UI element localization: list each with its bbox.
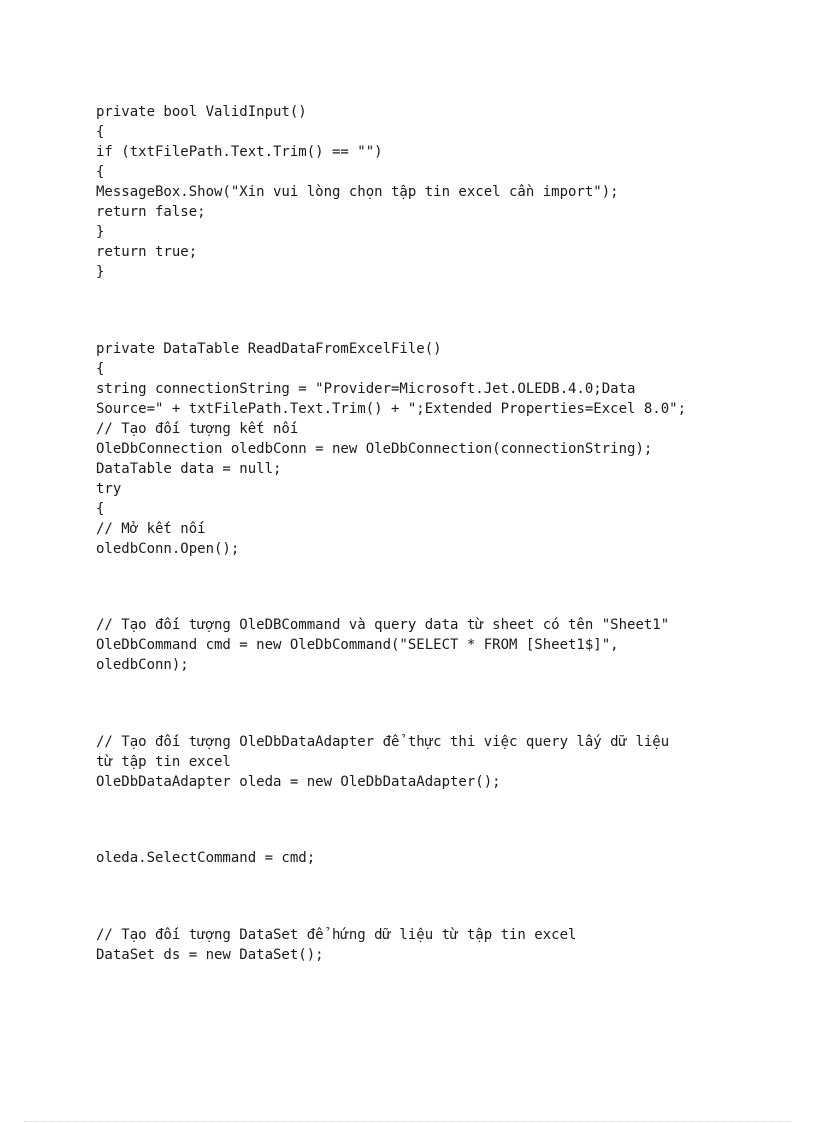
code-line: // Mở kết nối: [96, 521, 206, 537]
code-block-adapter: [96, 732, 669, 792]
code-line: oleda.SelectCommand = cmd;: [96, 850, 316, 866]
page-bottom-divider: [24, 1121, 792, 1122]
code-line: OleDbCommand cmd = new OleDbCommand("SELECT * FROM [Sheet1$]",: [96, 637, 619, 653]
code-line: return true;: [96, 244, 198, 260]
code-line: }: [96, 224, 105, 240]
code-line: {: [96, 501, 105, 517]
code-line: DataSet ds = new DataSet();: [96, 947, 324, 963]
code-line: Source=" + txtFilePath.Text.Trim() + ";Extended Properties=Excel 8.0";: [96, 401, 687, 417]
code-block-command: [96, 615, 669, 675]
code-line: try: [96, 481, 122, 497]
code-line: oledbConn.Open();: [96, 541, 240, 557]
code-line: DataTable data = null;: [96, 461, 282, 477]
code-line: string connectionString = "Provider=Microsoft.Jet.OLEDB.4.0;Data: [96, 381, 636, 397]
code-block-dataset: [96, 925, 576, 965]
code-line: {: [96, 164, 105, 180]
code-line: if (txtFilePath.Text.Trim() == ""): [96, 144, 383, 160]
code-line: // Tạo đối tượng DataSet để hứng dữ liệu từ tập tin excel: [96, 927, 577, 943]
code-line: OleDbDataAdapter oleda = new OleDbDataAdapter();: [96, 774, 501, 790]
code-line: // Tạo đối tượng OleDbDataAdapter để thực thi việc query lấy dữ liệu: [96, 734, 670, 750]
code-line: oledbConn);: [96, 657, 189, 673]
code-line: // Tạo đối tượng OleDBCommand và query data từ sheet có tên "Sheet1": [96, 617, 670, 633]
code-line: {: [96, 361, 105, 377]
code-line: từ tập tin excel: [96, 754, 231, 770]
code-block-read-excel: [96, 339, 686, 559]
code-line: private bool ValidInput(): [96, 104, 307, 120]
code-line: {: [96, 124, 105, 140]
code-line: OleDbConnection oledbConn = new OleDbConnection(connectionString);: [96, 441, 653, 457]
code-line: private DataTable ReadDataFromExcelFile(): [96, 341, 442, 357]
code-line: }: [96, 264, 105, 280]
code-block-select-command: [96, 848, 315, 868]
code-line: MessageBox.Show("Xin vui lòng chọn tập tin excel cần import");: [96, 184, 619, 200]
code-line: return false;: [96, 204, 206, 220]
code-block-valid-input: [96, 102, 619, 282]
code-line: // Tạo đối tượng kết nối: [96, 421, 299, 437]
